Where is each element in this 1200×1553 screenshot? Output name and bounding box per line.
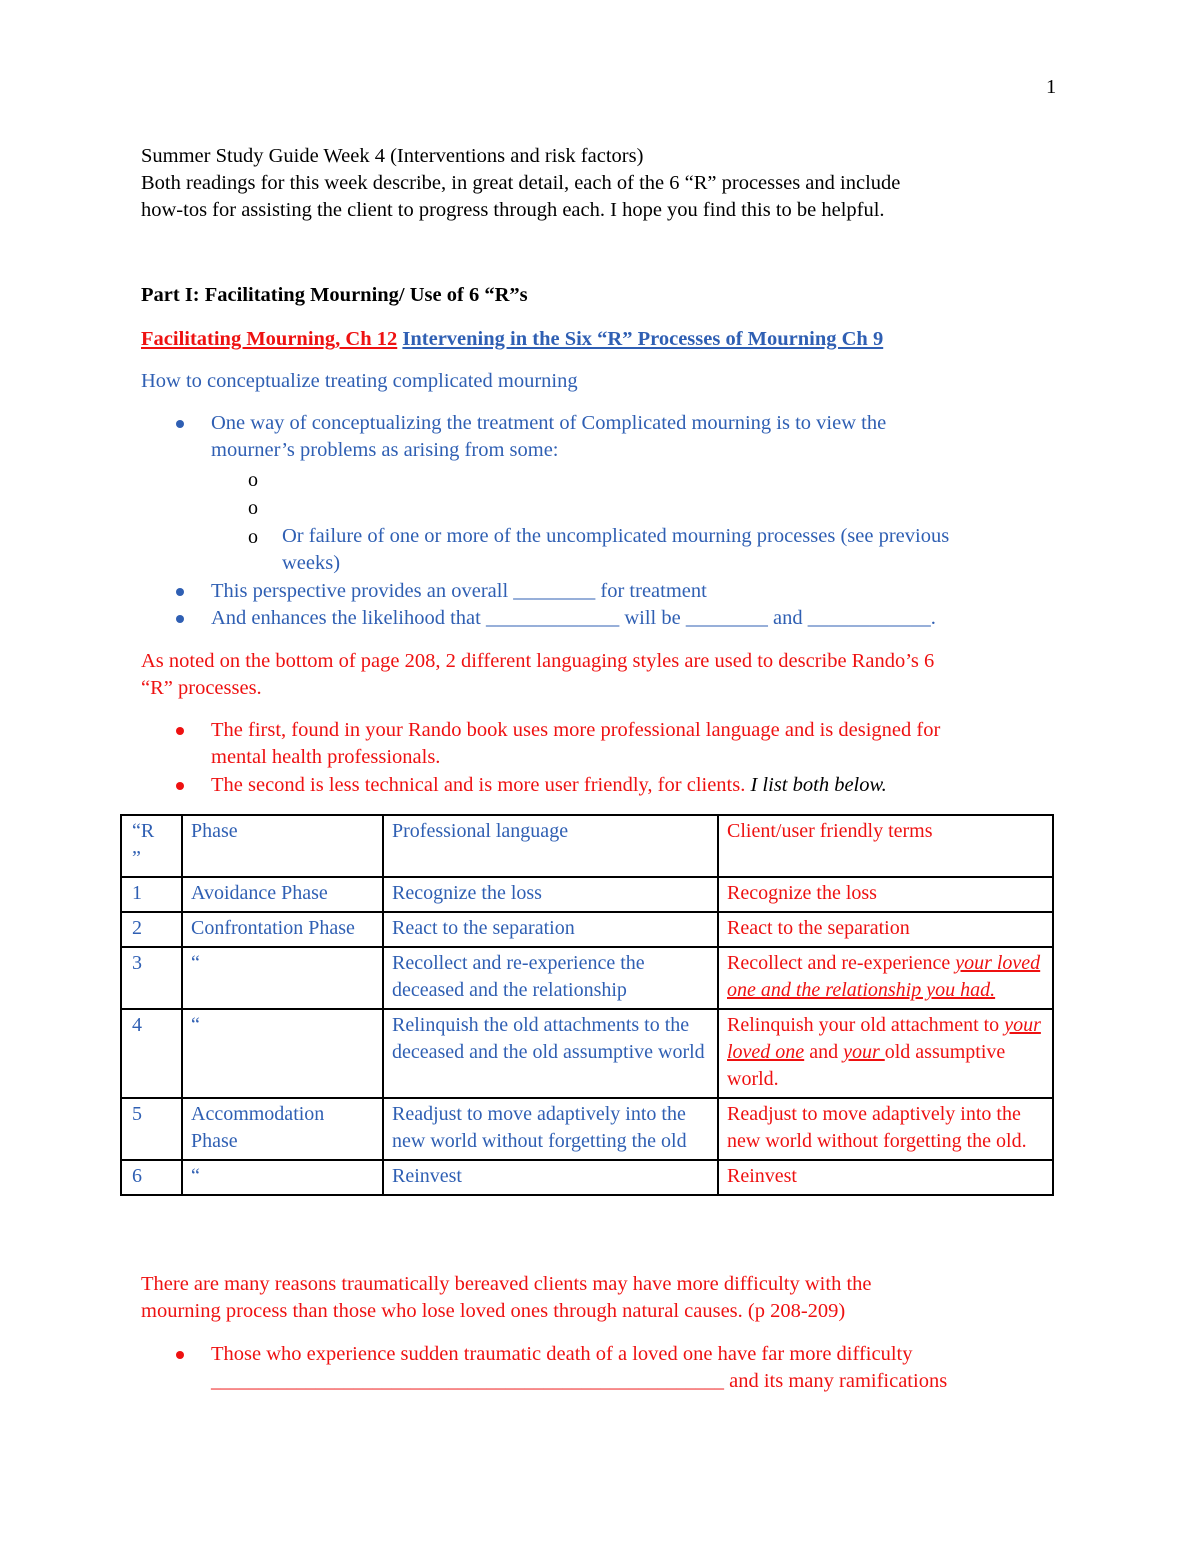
page-number: 1 [1046,76,1057,98]
cell-num: 4 [121,1009,182,1098]
table-row [121,912,1053,947]
bullet-icon [176,1351,184,1359]
cell-num: 5 [121,1098,182,1160]
intro-line: how-tos for assisting the client to progress through each. I hope you find this to be helpful. [141,199,885,221]
col-header-client: Client/user friendly terms [718,815,1053,877]
cell-professional: Recollect and re-experience the deceased and the relationship [383,947,718,1009]
cell-client: Recognize the loss [718,877,1053,912]
cell-professional: Relinquish the old attachments to the deceased and the old assumptive world [383,1009,718,1098]
col-header-r: “R ” [121,815,182,877]
text: for treatment [595,580,707,602]
table-row [121,1098,1053,1160]
cell-professional: Reinvest [383,1160,718,1195]
sub-bullet-icon: o [248,526,258,548]
blank: ______________________________________________________ [211,1371,724,1392]
text: will be [619,607,686,629]
list-item [211,605,936,632]
cell-client: Reinvest [718,1160,1053,1195]
italic-note: I list both below. [750,774,887,796]
cell-professional: Recognize the loss [383,877,718,912]
text: This perspective provides an overall [211,580,514,602]
list-item: mourner’s problems as arising from some: [211,439,559,461]
bullet-icon [176,727,184,735]
list-item: mental health professionals. [211,746,441,768]
cell-num: 6 [121,1160,182,1195]
blank: ____________ [807,607,931,629]
chapter-links [141,326,883,353]
col-header-professional: Professional language [383,815,718,877]
col-header-phase: Phase [182,815,383,877]
cell-phase: “ [182,947,383,1009]
cell-num: 2 [121,912,182,947]
cell-client: Readjust to move adaptively into the new world without forgetting the old. [718,1098,1053,1160]
sub-list-item: Or failure of one or more of the uncomplicated mourning processes (see previous [282,525,950,547]
cell-phase: Accommodation Phase [182,1098,383,1160]
text: and [767,607,808,629]
cell-phase: Confrontation Phase [182,912,383,947]
text: and its many ramifications [724,1370,948,1392]
guide-title: Summer Study Guide Week 4 (Interventions and risk factors) [141,145,644,167]
list-item: The first, found in your Rando book uses more professional language and is designed for [211,719,941,741]
list-item [211,1368,947,1395]
noted-line: “R” processes. [141,677,262,699]
list-item [211,772,887,799]
sub-bullet-icon: o [248,497,258,519]
part1-heading: Part I: Facilitating Mourning/ Use of 6 “R”s [141,284,528,306]
text: And enhances the likelihood that [211,607,486,629]
table-row [121,1009,1053,1098]
ch12-link[interactable]: Facilitating Mourning, Ch 12 [141,328,398,350]
cell-phase: “ [182,1009,383,1098]
list-item: Those who experience sudden traumatic death of a loved one have far more difficulty [211,1343,913,1365]
table-header-row [121,815,1053,877]
cell-num: 1 [121,877,182,912]
blank: ________ [685,607,768,629]
bullet-icon [176,588,184,596]
sub-bullet-icon: o [248,469,258,491]
cell-client: Relinquish your old attachment to your loved one and your old assumptive world. [718,1009,1053,1098]
list-item [211,578,707,605]
cell-phase: “ [182,1160,383,1195]
bullet-icon [176,615,184,623]
six-r-table [120,814,1054,1196]
table-row [121,947,1053,1009]
conceptualize-heading: How to conceptualize treating complicated mourning [141,370,578,392]
bullet-icon [176,782,184,790]
text: The second is less technical and is more user friendly, for clients. [211,774,751,796]
cell-num: 3 [121,947,182,1009]
cell-client: Recollect and re-experience your loved one and the relationship you had. [718,947,1053,1009]
cell-professional: React to the separation [383,912,718,947]
cell-phase: Avoidance Phase [182,877,383,912]
reasons-line: There are many reasons traumatically bereaved clients may have more difficulty with the [141,1273,872,1295]
ch9-link[interactable]: Intervening in the Six “R” Processes of Mourning Ch 9 [402,328,884,350]
intro-line: Both readings for this week describe, in great detail, each of the 6 “R” processes and include [141,172,901,194]
noted-line: As noted on the bottom of page 208, 2 different languaging styles are used to describe Rando’s 6 [141,650,935,672]
sub-list-item: weeks) [282,552,341,574]
blank: ________ [513,580,596,602]
reasons-line: mourning process than those who lose loved ones through natural causes. (p 208-209) [141,1300,846,1322]
bullet-icon [176,420,184,428]
cell-client: React to the separation [718,912,1053,947]
cell-professional: Readjust to move adaptively into the new world without forgetting the old [383,1098,718,1160]
text: . [930,607,936,629]
table-row [121,1160,1053,1195]
table-row [121,877,1053,912]
blank: _____________ [485,607,620,629]
list-item: One way of conceptualizing the treatment of Complicated mourning is to view the [211,412,887,434]
